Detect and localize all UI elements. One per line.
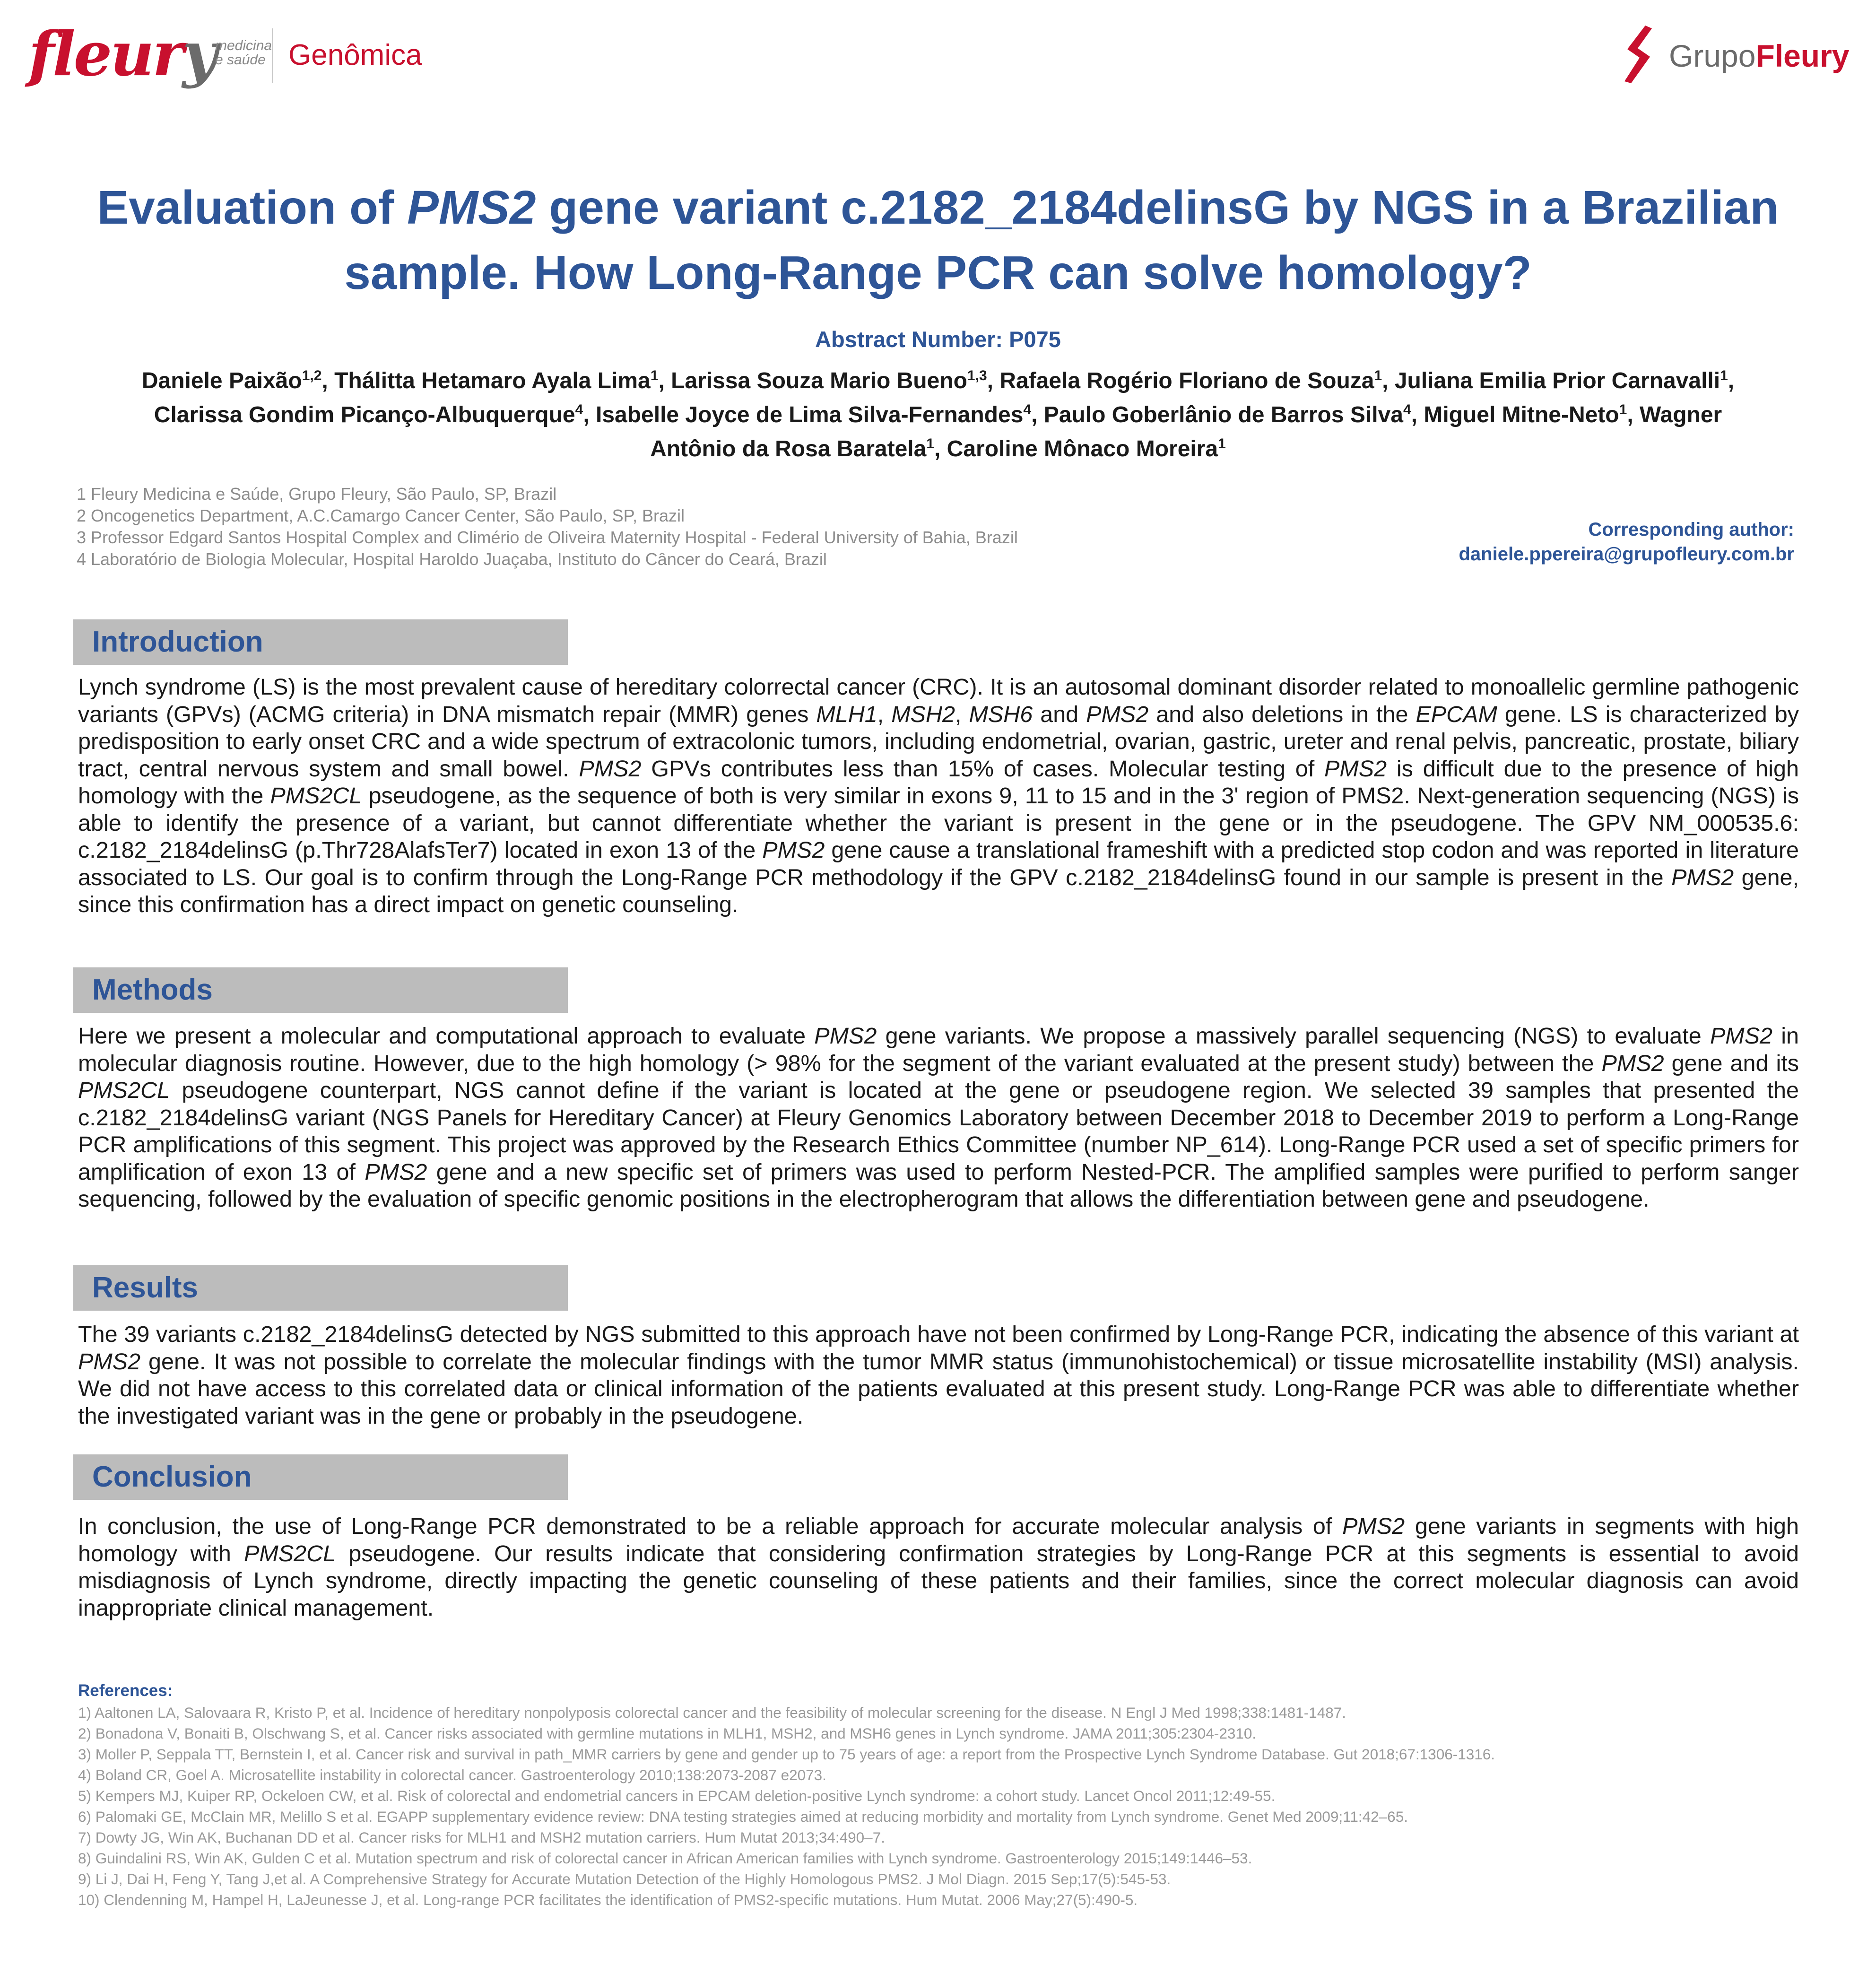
author-affiliation-marker: 4 bbox=[575, 402, 583, 418]
section-heading-methods: Methods bbox=[73, 967, 568, 1013]
gene-name: EPCAM bbox=[1416, 701, 1497, 727]
author-name: Daniele Paixão bbox=[141, 368, 302, 393]
author-name: Isabelle Joyce de Lima Silva-Fernandes bbox=[595, 402, 1024, 427]
gene-name: PMS2 bbox=[1710, 1023, 1773, 1049]
gene-name: PMS2 bbox=[1671, 864, 1734, 890]
author-name: Wagner Antônio da Rosa Baratela bbox=[650, 402, 1722, 461]
author-affiliation-marker: 1,3 bbox=[967, 368, 987, 383]
section-heading-conclusion: Conclusion bbox=[73, 1454, 568, 1500]
author-name: Larissa Souza Mario Bueno bbox=[671, 368, 967, 393]
reference-item: 10) Clendenning M, Hampel H, LaJeunesse J, et al. Long-range PCR facilitates the identification of PMS2-specific mutations. Hum Mutat. 2006 May;27(5):490-5. bbox=[78, 1891, 1138, 1908]
author-affiliation-marker: 4 bbox=[1023, 402, 1032, 418]
author-name: Miguel Mitne-Neto bbox=[1424, 402, 1619, 427]
gene-name: MLH1 bbox=[816, 701, 877, 727]
affiliation-item: 3 Professor Edgard Santos Hospital Complex and Climério de Oliveira Maternity Hospital - Federal University of Bahia, Brazil bbox=[77, 528, 1018, 547]
gene-name: PMS2 bbox=[1601, 1050, 1664, 1076]
reference-item: 2) Bonadona V, Bonaiti B, Olschwang S, et al. Cancer risks associated with germline mutations in MLH1, MSH2, and MSH6 genes in Lynch syndrome. JAMA 2011;305:2304-2310. bbox=[78, 1725, 1257, 1742]
author-affiliation-marker: 1 bbox=[1720, 368, 1728, 383]
author-name: Juliana Emilia Prior Carnavalli bbox=[1394, 368, 1720, 393]
grupo-fleury-wordmark: GrupoFleury bbox=[1669, 38, 1850, 73]
reference-list bbox=[78, 1702, 1827, 1910]
corresponding-author-email: daniele.ppereira@grupofleury.com.br bbox=[1459, 544, 1794, 565]
gene-name: PMS2 bbox=[1324, 756, 1387, 782]
author-name: Paulo Goberlânio de Barros Silva bbox=[1043, 402, 1403, 427]
corresponding-author bbox=[1324, 517, 1794, 566]
abstract-number: Abstract Number: P075 bbox=[815, 327, 1061, 352]
reference-item: 4) Boland CR, Goel A. Microsatellite instability in colorectal cancer. Gastroenterology 2010;138:2073-2087 e2073. bbox=[78, 1766, 826, 1783]
reference-item: 3) Moller P, Seppala TT, Bernstein I, et al. Cancer risk and survival in path_MMR carriers by gene and gender up to 75 years of age: a report from the Prospective Lynch Syndrome Database. Gut 2018;67:1306-1316. bbox=[78, 1746, 1495, 1763]
author-affiliation-marker: 1 bbox=[926, 436, 934, 452]
gene-name: PMS2 bbox=[814, 1023, 877, 1049]
author-affiliation-marker: 1,2 bbox=[302, 368, 322, 383]
fleury-wordmark: fleury bbox=[28, 19, 216, 90]
author-name: Clarissa Gondim Picanço-Albuquerque bbox=[154, 402, 575, 427]
gene-name: PMS2 bbox=[762, 837, 825, 863]
gene-name: PMS2CL bbox=[270, 783, 362, 809]
reference-item: 8) Guindalini RS, Win AK, Gulden C et al. Mutation spectrum and risk of colorectal cancer in African American families with Lynch syndrome. Gastroenterology 2015;149:1446–53. bbox=[78, 1850, 1252, 1867]
logo-divider bbox=[272, 28, 273, 83]
affiliation-item: 1 Fleury Medicina e Saúde, Grupo Fleury, São Paulo, SP, Brazil bbox=[77, 484, 557, 504]
grupo-fleury-mark-icon bbox=[1617, 24, 1659, 85]
reference-item: 1) Aaltonen LA, Salovaara R, Kristo P, et al. Incidence of hereditary nonpolyposis colorectal cancer and the feasibility of molecular screening for the disease. N Engl J Med 1998;338:1481-1487. bbox=[78, 1704, 1346, 1721]
section-body-conclusion: In conclusion, the use of Long-Range PCR demonstrated to be a reliable approach for accurate molecular analysis of PMS2 gene variants in segments with high homology with PMS2CL pseudogene. Our results indicate that considering confirmation strategies by Long-Range PCR at this segments is essential to avoid misdiagnosis of Lynch syndrome, directly impacting the genetic counseling of these patients and their families, since the correct molecular diagnosis can avoid inappropriate clinical management. bbox=[78, 1514, 1799, 1621]
gene-name: PMS2CL bbox=[244, 1540, 336, 1566]
affiliation-list bbox=[77, 483, 1353, 570]
poster-title: Evaluation of PMS2 gene variant c.2182_2184delinsG by NGS in a Brazilian sample. How Long-Range PCR can solve homology? bbox=[97, 181, 1779, 299]
author-affiliation-marker: 1 bbox=[1374, 368, 1382, 383]
gene-name: MSH2 bbox=[891, 701, 955, 727]
author-name: Rafaela Rogério Floriano de Souza bbox=[999, 368, 1374, 393]
gene-name: MSH6 bbox=[969, 701, 1033, 727]
gene-name: PMS2CL bbox=[78, 1078, 170, 1103]
section-body-results: The 39 variants c.2182_2184delinsG detected by NGS submitted to this approach have not been confirmed by Long-Range PCR, indicating the absence of this variant at PMS2 gene. It was not possible to correlate the molecular findings with the tumor MMR status (immunohistochemical) or tissue microsatellite instability (MSI) analysis. We did not have access to this correlated data or clinical information of the patients evaluated at this present study. Long-Range PCR was able to differentiate whether the investigated variant was in the gene or probably in the pseudogene. bbox=[78, 1322, 1799, 1429]
gene-name: PMS2 bbox=[78, 1348, 141, 1374]
section-heading-results: Results bbox=[73, 1265, 568, 1311]
section-body-methods: Here we present a molecular and computational approach to evaluate PMS2 gene variants. We propose a massively parallel sequencing (NGS) to evaluate PMS2 in molecular diagnosis routine. However, due to the high homology (> 98% for the segment of the variant evaluated at the present study) between the PMS2 gene and its PMS2CL pseudogene counterpart, NGS cannot define if the variant is located at the gene or pseudogene region. We selected 39 samples that presented the c.2182_2184delinsG variant (NGS Panels for Hereditary Cancer) at Fleury Genomics Laboratory between December 2018 to December 2019 to perform a Long-Range PCR amplifications of this segment. This project was approved by the Research Ethics Committee (number NP_614). Long-Range PCR used a set of specific primers for amplification of exon 13 of PMS2 gene and a new specific set of primers was used to perform Nested-PCR. The amplified samples were purified to perform sanger sequencing, followed by the evaluation of specific genomic positions in the electropherogram that allows the differentiation between gene and pseudogene. bbox=[78, 1023, 1799, 1212]
gene-name: PMS2 bbox=[1342, 1514, 1405, 1539]
genomica-label: Genômica bbox=[288, 39, 422, 71]
author-affiliation-marker: 1 bbox=[1619, 402, 1627, 418]
author-affiliation-marker: 1 bbox=[650, 368, 659, 383]
gene-name: PMS2 bbox=[579, 756, 642, 782]
author-name: Thálitta Hetamaro Ayala Lima bbox=[334, 368, 651, 393]
section-heading-introduction: Introduction bbox=[73, 619, 568, 665]
references-title: References: bbox=[78, 1681, 173, 1700]
reference-item: 6) Palomaki GE, McClain MR, Melillo S et al. EGAPP supplementary evidence review: DNA testing strategies aimed at reducing morbidity and mortality from Lynch syndrome. Genet Med 2009;11:42–65. bbox=[78, 1808, 1408, 1825]
author-affiliation-marker: 1 bbox=[1218, 436, 1226, 452]
affiliation-item: 2 Oncogenetics Department, A.C.Camargo Cancer Center, São Paulo, SP, Brazil bbox=[77, 506, 685, 525]
fleury-genomica-logo bbox=[28, 19, 426, 90]
reference-item: 5) Kempers MJ, Kuiper RP, Ockeloen CW, et al. Risk of colorectal and endometrial cancers in EPCAM deletion-positive Lynch syndrome: a cohort study. Lancet Oncol 2011;12:49-55. bbox=[78, 1787, 1276, 1804]
corresponding-author-label: Corresponding author: bbox=[1588, 519, 1794, 540]
gene-name: PMS2 bbox=[365, 1159, 427, 1185]
fleury-tagline: medicina e saúde bbox=[215, 38, 272, 68]
author-affiliation-marker: 4 bbox=[1403, 402, 1411, 418]
grupo-fleury-logo bbox=[1617, 24, 1849, 90]
author-name: Caroline Mônaco Moreira bbox=[947, 436, 1218, 461]
section-body-introduction: Lynch syndrome (LS) is the most prevalent cause of hereditary colorrectal cancer (CRC). It is an autosomal dominant disorder related to monoallelic germline pathogenic variants (GPVs) (ACMG criteria) in DNA mismatch repair (MMR) genes MLH1, MSH2, MSH6 and PMS2 and also deletions in the EPCAM gene. LS is characterized by predisposition to early onset CRC and a wide spectrum of extracolonic tumors, including endometrial, ovarian, gastric, ureter and renal pelvis, pancreatic, prostate, biliary tract, central nervous system and small bowel. PMS2 GPVs contributes less than 15% of cases. Molecular testing of PMS2 is difficult due to the presence of high homology with the PMS2CL pseudogene, as the sequence of both is very similar in exons 9, 11 to 15 and in the 3' region of PMS2. Next-generation sequencing (NGS) is able to identify the presence of a variant, but cannot differentiate whether the variant is present in the gene or in the pseudogene. The GPV NM_000535.6: c.2182_2184delinsG (p.Thr728AlafsTer7) located in exon 13 of the PMS2 gene cause a translational frameshift with a predicted stop codon and was reported in literature associated to LS. Our goal is to confirm through the Long-Range PCR methodology if the GPV c.2182_2184delinsG found in our sample is present in the PMS2 gene, since this confirmation has a direct impact on genetic counseling. bbox=[78, 674, 1799, 917]
reference-item: 9) Li J, Dai H, Feng Y, Tang J,et al. A Comprehensive Strategy for Accurate Mutation Detection of the Highly Homologous PMS2. J Mol Diagn. 2015 Sep;17(5):545-53. bbox=[78, 1870, 1171, 1888]
gene-name: PMS2 bbox=[1086, 701, 1149, 727]
author-list: Daniele Paixão$^{1,2}$, Thálitta Hetamaro Ayala Lima$^1$, Larissa Souza Mario Bueno$^{1,3}$, Rafaela Rogério Floriano de Souza$^1$, Juliana Emilia Prior Carnavalli$^1$, Clarissa Gondim Picanço-Albuquerque$^4$, Isabelle Joyce de Lima Silva-Fernandes$^4$, Paulo Goberlânio de Barros Silva$^4$, Miguel Mitne-Neto$^1$, Wagner Antônio da Rosa Baratela$^1$, Caroline Mônaco Moreira$^1$ bbox=[141, 368, 1735, 461]
affiliation-item: 4 Laboratório de Biologia Molecular, Hospital Haroldo Juaçaba, Instituto do Câncer do Ceará, Brazil bbox=[77, 549, 827, 569]
reference-item: 7) Dowty JG, Win AK, Buchanan DD et al. Cancer risks for MLH1 and MSH2 mutation carriers. Hum Mutat 2013;34:490–7. bbox=[78, 1829, 885, 1846]
